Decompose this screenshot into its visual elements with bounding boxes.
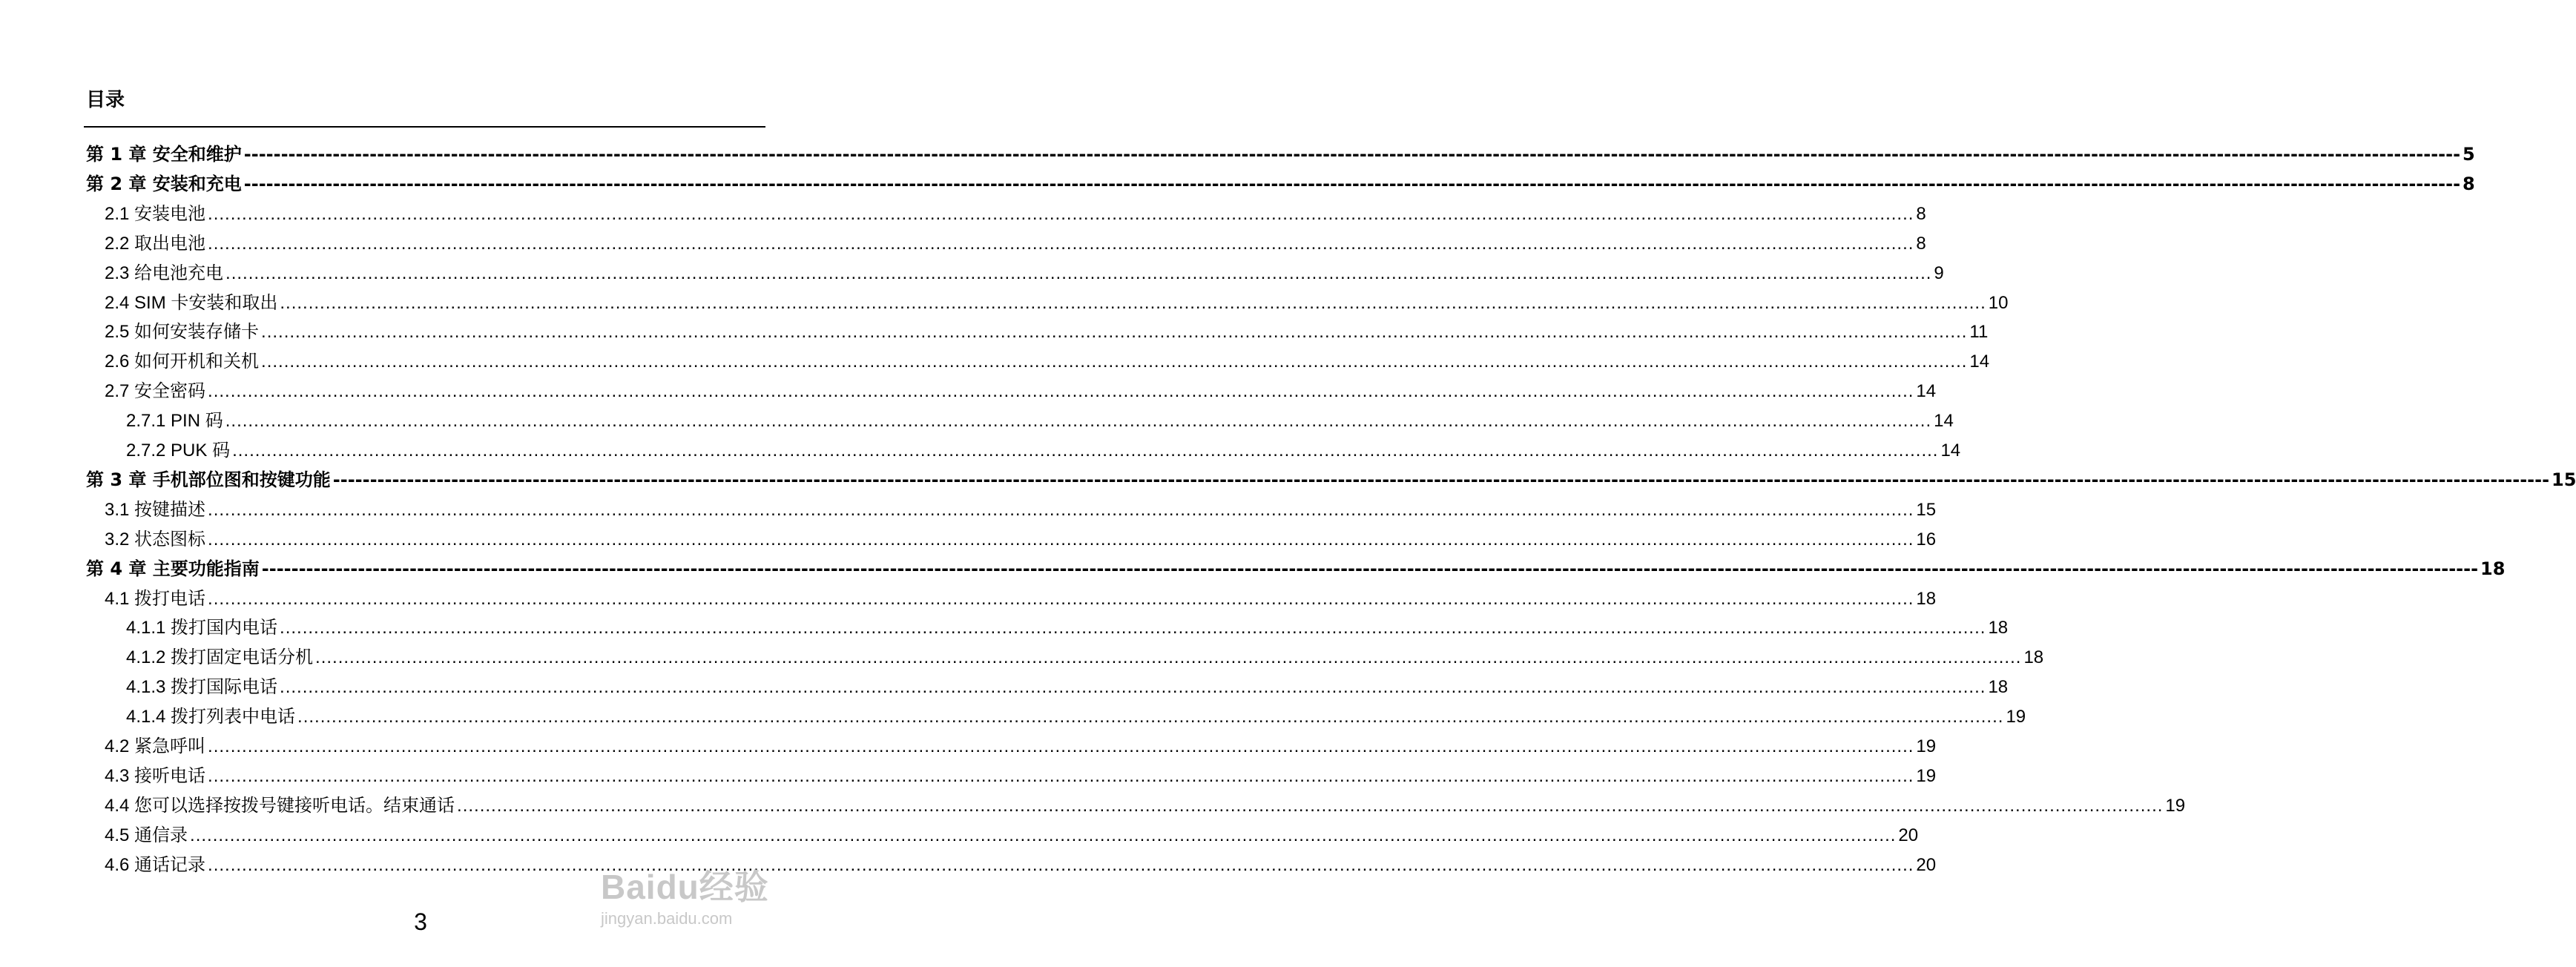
toc-entry-page: 15 bbox=[1916, 499, 1937, 520]
toc-entry-page: 14 bbox=[1934, 411, 1954, 432]
toc-entry-label: 2.7.2 PUK 码 bbox=[126, 440, 231, 461]
toc-entry-page: 15 bbox=[2552, 469, 2576, 490]
toc-leader: ............................................................................................................................................................................................................................................................................................................ bbox=[208, 529, 1914, 549]
toc-entry-label: 2.6 如何开机和关机 bbox=[105, 352, 260, 372]
toc-entry-page: 5 bbox=[2463, 144, 2475, 165]
toc-entry-label: 3.2 状态图标 bbox=[105, 529, 206, 549]
toc-entry-label: 2.1 安装电池 bbox=[105, 203, 206, 224]
toc-entry bbox=[105, 761, 1937, 791]
toc-entry-label: 4.1.1 拨打国内电话 bbox=[126, 618, 278, 638]
toc-entry-label: 3.1 按键描述 bbox=[105, 499, 206, 520]
toc-entry-label: 第 3 章 手机部位图和按键功能 bbox=[86, 469, 331, 490]
toc-leader: ............................................................................................................................................................................................................................................................................................................ bbox=[232, 440, 1939, 461]
toc-entry-page: 20 bbox=[1898, 825, 1919, 845]
toc-entry-label: 第 4 章 主要功能指南 bbox=[86, 558, 260, 579]
toc-leader: ............................................................................................................................................................................................................................................................................................................ bbox=[280, 677, 1986, 698]
toc-leader: ............................................................................................................................................................................................................................................................................................................ bbox=[208, 381, 1914, 402]
toc-entry-page: 18 bbox=[2480, 558, 2506, 579]
toc-entry-page: 18 bbox=[1916, 588, 1937, 609]
toc-chapter-entry bbox=[86, 465, 2576, 495]
toc-leader: ............................................................................................................................................................................................................................................................................................................ bbox=[190, 825, 1897, 845]
toc-entry bbox=[105, 820, 1919, 850]
toc-entry-page: 8 bbox=[1916, 233, 1926, 254]
toc-leader: ------------------------------------------------------------------------------------------------------------------------------------------------------------------------------------------------------------------------------------------------------------------------------------------------------------ bbox=[332, 469, 2550, 490]
toc-entry bbox=[126, 435, 1961, 465]
toc-entry-label: 2.5 如何安装存储卡 bbox=[105, 322, 260, 343]
toc-entry-page: 19 bbox=[2006, 707, 2026, 727]
toc-entry-label: 4.4 您可以选择按拨号键接听电话。结束通话 bbox=[105, 795, 455, 816]
toc-entry-label: 2.2 取出电池 bbox=[105, 233, 206, 254]
toc-entry bbox=[105, 288, 2009, 317]
toc-leader: ------------------------------------------------------------------------------------------------------------------------------------------------------------------------------------------------------------------------------------------------------------------------------------------------------------ bbox=[261, 558, 2479, 579]
toc-leader: ............................................................................................................................................................................................................................................................................................................ bbox=[280, 292, 1986, 313]
toc-leader: ............................................................................................................................................................................................................................................................................................................ bbox=[225, 263, 1932, 283]
toc-leader: ............................................................................................................................................................................................................................................................................................................ bbox=[280, 618, 1986, 638]
toc-entry bbox=[126, 702, 2026, 731]
toc-entry-page: 18 bbox=[2023, 647, 2044, 668]
toc-entry bbox=[126, 642, 2044, 672]
toc-entry-label: 4.6 通话记录 bbox=[105, 854, 206, 875]
toc-entry bbox=[126, 672, 2009, 702]
toc-leader: ............................................................................................................................................................................................................................................................................................................ bbox=[297, 707, 2004, 727]
toc-entry-label: 第 1 章 安全和维护 bbox=[86, 144, 242, 165]
toc-leader: ............................................................................................................................................................................................................................................................................................................ bbox=[208, 233, 1914, 254]
toc-entry bbox=[105, 376, 1937, 406]
toc-leader: ............................................................................................................................................................................................................................................................................................................ bbox=[225, 411, 1932, 432]
toc-entry-page: 18 bbox=[1988, 618, 2009, 638]
toc-entry-label: 4.1 拨打电话 bbox=[105, 588, 206, 609]
toc-entry-label: 2.7.1 PIN 码 bbox=[126, 411, 223, 432]
toc-entry-page: 9 bbox=[1934, 263, 1944, 283]
toc-entry-page: 11 bbox=[1969, 322, 1989, 343]
watermark-logo: Baidu经验 bbox=[601, 868, 769, 906]
toc-entry bbox=[126, 613, 2009, 642]
toc-leader: ............................................................................................................................................................................................................................................................................................................ bbox=[208, 499, 1914, 520]
toc-entry-page: 19 bbox=[1916, 736, 1937, 756]
toc-leader: ------------------------------------------------------------------------------------------------------------------------------------------------------------------------------------------------------------------------------------------------------------------------------------------------------------ bbox=[243, 173, 2461, 194]
toc-leader: ------------------------------------------------------------------------------------------------------------------------------------------------------------------------------------------------------------------------------------------------------------------------------------------------------------ bbox=[243, 144, 2461, 165]
toc-entry bbox=[105, 731, 1937, 761]
watermark-url: jingyan.baidu.com bbox=[601, 909, 733, 928]
toc-entry-label: 4.1.3 拨打国际电话 bbox=[126, 677, 278, 698]
toc-leader: ............................................................................................................................................................................................................................................................................................................ bbox=[208, 203, 1914, 224]
toc-entry bbox=[105, 584, 1937, 613]
toc-entry bbox=[105, 495, 1937, 524]
toc-entry bbox=[126, 406, 1954, 435]
toc-entry-label: 2.7 安全密码 bbox=[105, 381, 206, 402]
toc-entry-page: 20 bbox=[1916, 854, 1937, 875]
toc-chapter-entry bbox=[86, 554, 2506, 584]
toc-entry-page: 18 bbox=[1988, 677, 2009, 698]
toc-entry-page: 8 bbox=[2463, 173, 2475, 194]
toc-entry-page: 19 bbox=[2165, 795, 2186, 816]
toc-entry-label: 4.3 接听电话 bbox=[105, 765, 206, 786]
toc-entry-page: 19 bbox=[1916, 765, 1937, 786]
toc-chapter-entry bbox=[86, 169, 2475, 199]
title-divider bbox=[84, 126, 765, 128]
toc-entry-page: 14 bbox=[1916, 381, 1937, 402]
toc-entry-label: 4.5 通信录 bbox=[105, 825, 188, 845]
toc-entry-page: 10 bbox=[1988, 292, 2009, 313]
toc-entry-label: 4.2 紧急呼叫 bbox=[105, 736, 206, 756]
toc-entry-page: 14 bbox=[1969, 352, 1990, 372]
toc-entry-label: 2.3 给电池充电 bbox=[105, 263, 224, 283]
toc-leader: ............................................................................................................................................................................................................................................................................................................ bbox=[208, 736, 1914, 756]
toc-leader: ............................................................................................................................................................................................................................................................................................................ bbox=[208, 588, 1914, 609]
toc-entry-page: 16 bbox=[1916, 529, 1937, 549]
toc-leader: ............................................................................................................................................................................................................................................................................................................ bbox=[315, 647, 2022, 668]
toc-entry bbox=[105, 199, 1926, 228]
toc-entry-label: 2.4 SIM 卡安装和取出 bbox=[105, 292, 278, 313]
toc-leader: ............................................................................................................................................................................................................................................................................................................ bbox=[457, 795, 2164, 816]
toc-leader: ............................................................................................................................................................................................................................................................................................................ bbox=[261, 352, 1968, 372]
toc-leader: ............................................................................................................................................................................................................................................................................................................ bbox=[208, 765, 1914, 786]
toc-chapter-entry bbox=[86, 139, 2475, 169]
toc-entry bbox=[105, 228, 1926, 258]
page-number: 3 bbox=[414, 908, 427, 935]
toc-entry-page: 8 bbox=[1916, 203, 1926, 224]
toc-entry bbox=[105, 258, 1944, 288]
toc-leader: ............................................................................................................................................................................................................................................................................................................ bbox=[208, 854, 1914, 875]
toc-entry-page: 14 bbox=[1940, 440, 1961, 461]
toc-leader: ............................................................................................................................................................................................................................................................................................................ bbox=[261, 322, 1968, 343]
toc-entry bbox=[105, 524, 1937, 554]
toc-entry bbox=[105, 791, 2186, 820]
toc-entry bbox=[105, 317, 1989, 346]
toc-entry bbox=[105, 346, 1990, 376]
toc-entry bbox=[105, 850, 1937, 879]
toc-entry-label: 4.1.2 拨打固定电话分机 bbox=[126, 647, 314, 668]
toc-title: 目录 bbox=[86, 89, 125, 111]
toc-entry-label: 第 2 章 安装和充电 bbox=[86, 173, 242, 194]
toc-entry-label: 4.1.4 拨打列表中电话 bbox=[126, 707, 296, 727]
